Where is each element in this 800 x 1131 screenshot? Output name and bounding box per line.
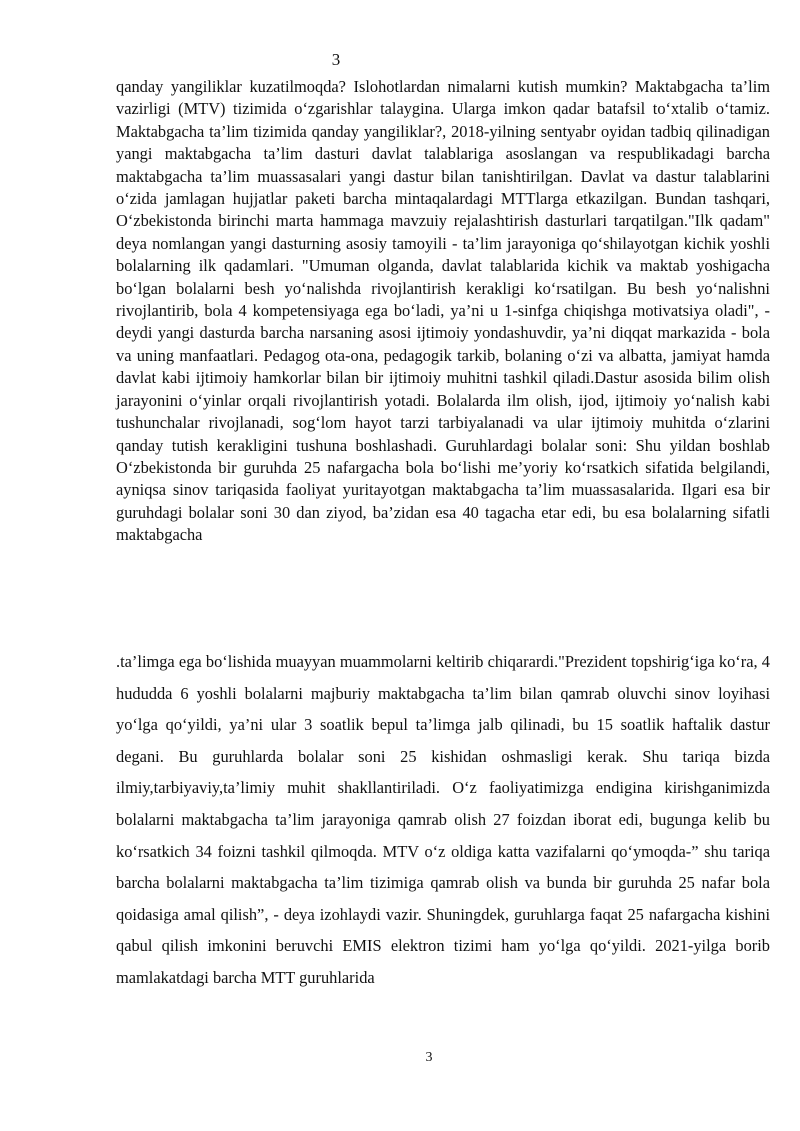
footer-page-number: 3 bbox=[425, 1050, 433, 1065]
body-paragraph-2: .ta’limga ega bo‘lishida muayyan muammolarni keltirib chiqarardi."Prezident topshirig‘iga ko‘ra, 4 hududda 6 yoshli bolalarni majburiy maktabgacha ta’lim bilan qamrab oluvchi sinov loyihasi yo‘lga qo‘yildi, ya’ni ular 3 soatlik bepul ta’limga jalb qilinadi, bu 15 soatlik haftalik dastur degani. Bu guruhlarda bolalar soni 25 kishidan oshmasligi kerak. Shu tariqa bizda ilmiy,tarbiyaviy,ta’limiy muhit shakllantiriladi. O‘z faoliyatimizga endigina kirishganimizda bolalarni maktabgacha ta’lim jarayoniga qamrab olish 27 foizdan iborat edi, bugunga kelib bu ko‘rsatkich 34 foizni tashkil qilmoqda. MTV o‘z oldiga katta vazifalarni qo‘ymoqda-” shu tariqa barcha bolalarni maktabgacha ta’lim tizimiga qamrab olish va bunda bir guruhda 25 nafar bola qoidasiga amal qilish”, - deya izohlaydi vazir. Shuningdek, guruhlarga faqat 25 nafargacha kishini qabul qilish imkonini beruvchi EMIS elektron tizimi ham yo‘lga qo‘yildi. 2021-yilga borib mamlakatdagi barcha MTT guruhlarida bbox=[116, 652, 770, 987]
header-page-number: 3 bbox=[331, 50, 341, 69]
body-paragraph-1: qanday yangiliklar kuzatilmoqda? Islohotlardan nimalarni kutish mumkin? Maktabgacha ta’lim vazirligi (MTV) tizimida o‘zgarishlar talaygina. Ularga imkon qadar batafsil to‘xtalib o‘tamiz. Maktabgacha ta’lim tizimida qanday yangiliklar?, 2018-yilning sentyabr oyidan tadbiq qilinadigan yangi maktabgacha ta’lim dasturi davlat talablariga asoslangan va respublikadagi barcha maktabgacha ta’lim muassasalari yangi dastur bilan tanishtirilgan. Davlat va dastur talablarini o‘zida jamlagan hujjatlar paketi barcha mintaqalardagi MTTlarga etkazilgan. Bundan tashqari, O‘zbekistonda birinchi marta hammaga mavzuiy rejalashtirish dasturlari tarqatilgan."Ilk qadam" deya nomlangan yangi dasturning asosiy tamoyili - ta’lim jarayoniga qo‘shilayotgan kichik yoshli bolalarning ilk qadamlari. "Umuman olganda, davlat talablarida kichik va maktab yoshigacha bo‘lgan bolalarni besh yo‘nalishda rivojlantirish kerakligi ko‘rsatilgan. Bu besh yo‘nalishni rivojlantirib, bola 4 kompetensiyaga ega bo‘ladi, ya’ni u 1-sinfga chiqishga motivatsiya oladi", - deydi yangi dasturda barcha narsaning asosi ijtimoiy yondashuvdir, ya’ni diqqat markazida - bola va uning manfaatlari. Pedagog ota-ona, pedagogik tarkib, bolaning o‘zi va albatta, jamiyat hamda davlat kabi ijtimoiy hamkorlar bilan bir ijtimoiy muhitni tashkil qiladi.Dastur asosida bilim olish jarayonini o‘yinlar orqali rivojlantirish yotadi. Bolalarda ilm olish, ijod, ijtimoiy yo‘nalish kabi tushunchalar rivojlanadi, sog‘lom hayot tarzi tarbiyalanadi va ular ijtimoiy muhitda o‘zlarini qanday tutish kerakligini tushuna boshlashadi. Guruhlardagi bolalar soni: Shu yildan boshlab O‘zbekistonda bir guruhda 25 nafargacha bola bo‘lishi me’yoriy ko‘rsatkich sifatida belgilandi, ayniqsa sinov tariqasida faoliyat yuritayotgan maktabgacha ta’lim muassasalarida. Ilgari esa bir guruhdagi bolalar soni 30 dan ziyod, ba’zidan esa 40 tagacha etar edi, bu esa bolalarning sifatli maktabgacha bbox=[116, 77, 770, 545]
